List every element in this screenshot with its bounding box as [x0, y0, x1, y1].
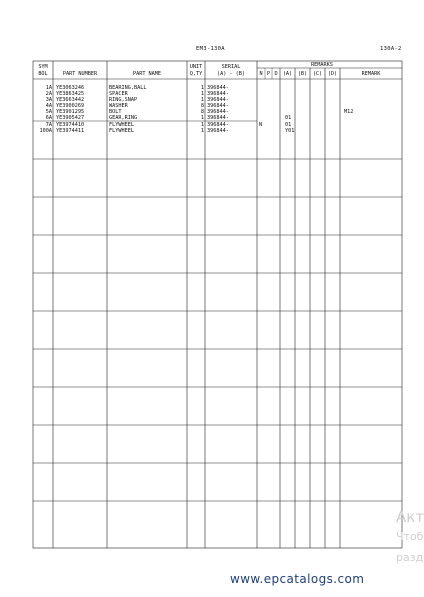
- cell-part-number: YE3901295: [56, 109, 85, 115]
- cell-remark-n: N: [259, 122, 263, 128]
- cell-part-number: YE3905427: [56, 115, 85, 121]
- col-header-d: D: [274, 71, 278, 77]
- col-header-d-sub: (D): [327, 71, 338, 77]
- cell-part-number: YE3863425: [56, 91, 85, 97]
- cell-qty: 1: [200, 85, 204, 91]
- cell-serial: 396844-: [207, 122, 229, 128]
- watermark-line-1: Акт: [396, 508, 424, 526]
- cell-qty: 1: [200, 91, 204, 97]
- col-header-unit: UNIT: [189, 64, 203, 70]
- cell-remark: M12: [344, 109, 354, 115]
- watermark-line-3: разд: [396, 551, 424, 564]
- cell-part-name: BOLT: [109, 109, 122, 115]
- col-header-remarks: REMARKS: [311, 62, 333, 68]
- cell-part-name: SPACER: [109, 91, 128, 97]
- cell-qty: 1: [200, 115, 204, 121]
- cell-sym: 4A: [45, 103, 52, 109]
- watermark-line-2: Чтоб: [396, 530, 424, 543]
- cell-serial: 396844-: [207, 85, 229, 91]
- cell-remark-a: 01: [285, 115, 292, 121]
- cell-part-name: WASHER: [109, 103, 128, 109]
- cell-serial: 396844-: [207, 97, 229, 103]
- col-header-p: P: [266, 71, 271, 77]
- col-header-sym: SYM: [38, 64, 48, 70]
- cell-sym: 7A: [45, 122, 52, 128]
- cell-part-number: YE3900269: [56, 103, 85, 109]
- cell-serial: 396844-: [207, 115, 229, 121]
- col-header-part-name: PART NAME: [132, 71, 162, 77]
- cell-part-name: BEARING,BALL: [109, 85, 147, 91]
- cell-serial: 396844-: [207, 109, 229, 115]
- cell-part-name: FLYWHEEL: [109, 122, 134, 128]
- col-header-remark: REMARK: [361, 71, 381, 77]
- cell-serial: 396844-: [207, 128, 229, 134]
- document-code: EM3-130A: [196, 46, 225, 52]
- col-header-a: (A): [282, 71, 293, 77]
- cell-qty: 1: [200, 97, 204, 103]
- cell-qty: 8: [200, 103, 204, 109]
- col-header-b: (B): [297, 71, 308, 77]
- col-header-qty: Q,TY: [189, 71, 203, 77]
- cell-sym: 2A: [45, 91, 52, 97]
- col-header-serial-range: (A) - (B): [216, 71, 246, 77]
- cell-serial: 396844-: [207, 103, 229, 109]
- cell-remark-a: 01: [285, 122, 292, 128]
- cell-sym: 3A: [45, 97, 52, 103]
- cell-sym: 100A: [39, 128, 52, 134]
- cell-sym: 1A: [45, 85, 52, 91]
- page-number: 130A-2: [380, 46, 402, 52]
- cell-qty: 1: [200, 128, 204, 134]
- col-header-c: (C): [312, 71, 323, 77]
- cell-remark-a: Y01: [285, 128, 295, 134]
- col-header-serial: SERIAL: [221, 64, 241, 70]
- cell-part-number: YE3663442: [56, 97, 85, 103]
- site-url-watermark: www.epcatalogs.com: [230, 572, 365, 586]
- cell-serial: 396844-: [207, 91, 229, 97]
- cell-sym: 6A: [45, 115, 52, 121]
- table-border: [33, 61, 402, 548]
- cell-part-name: GEAR,RING: [109, 115, 138, 121]
- col-header-part-number: PART NUMBER: [62, 71, 98, 77]
- cell-part-number: YE3063246: [56, 85, 85, 91]
- cell-part-number: YE3974410: [56, 122, 85, 128]
- col-header-n: N: [259, 71, 263, 77]
- cell-part-number: YE3974411: [56, 128, 85, 134]
- col-header-bol: BOL: [38, 71, 48, 77]
- cell-qty: 8: [200, 109, 204, 115]
- cell-sym: 5A: [45, 109, 52, 115]
- cell-part-name: FLYWHEEL: [109, 128, 134, 134]
- cell-qty: 1: [200, 122, 204, 128]
- cell-part-name: RING,SNAP: [109, 97, 138, 103]
